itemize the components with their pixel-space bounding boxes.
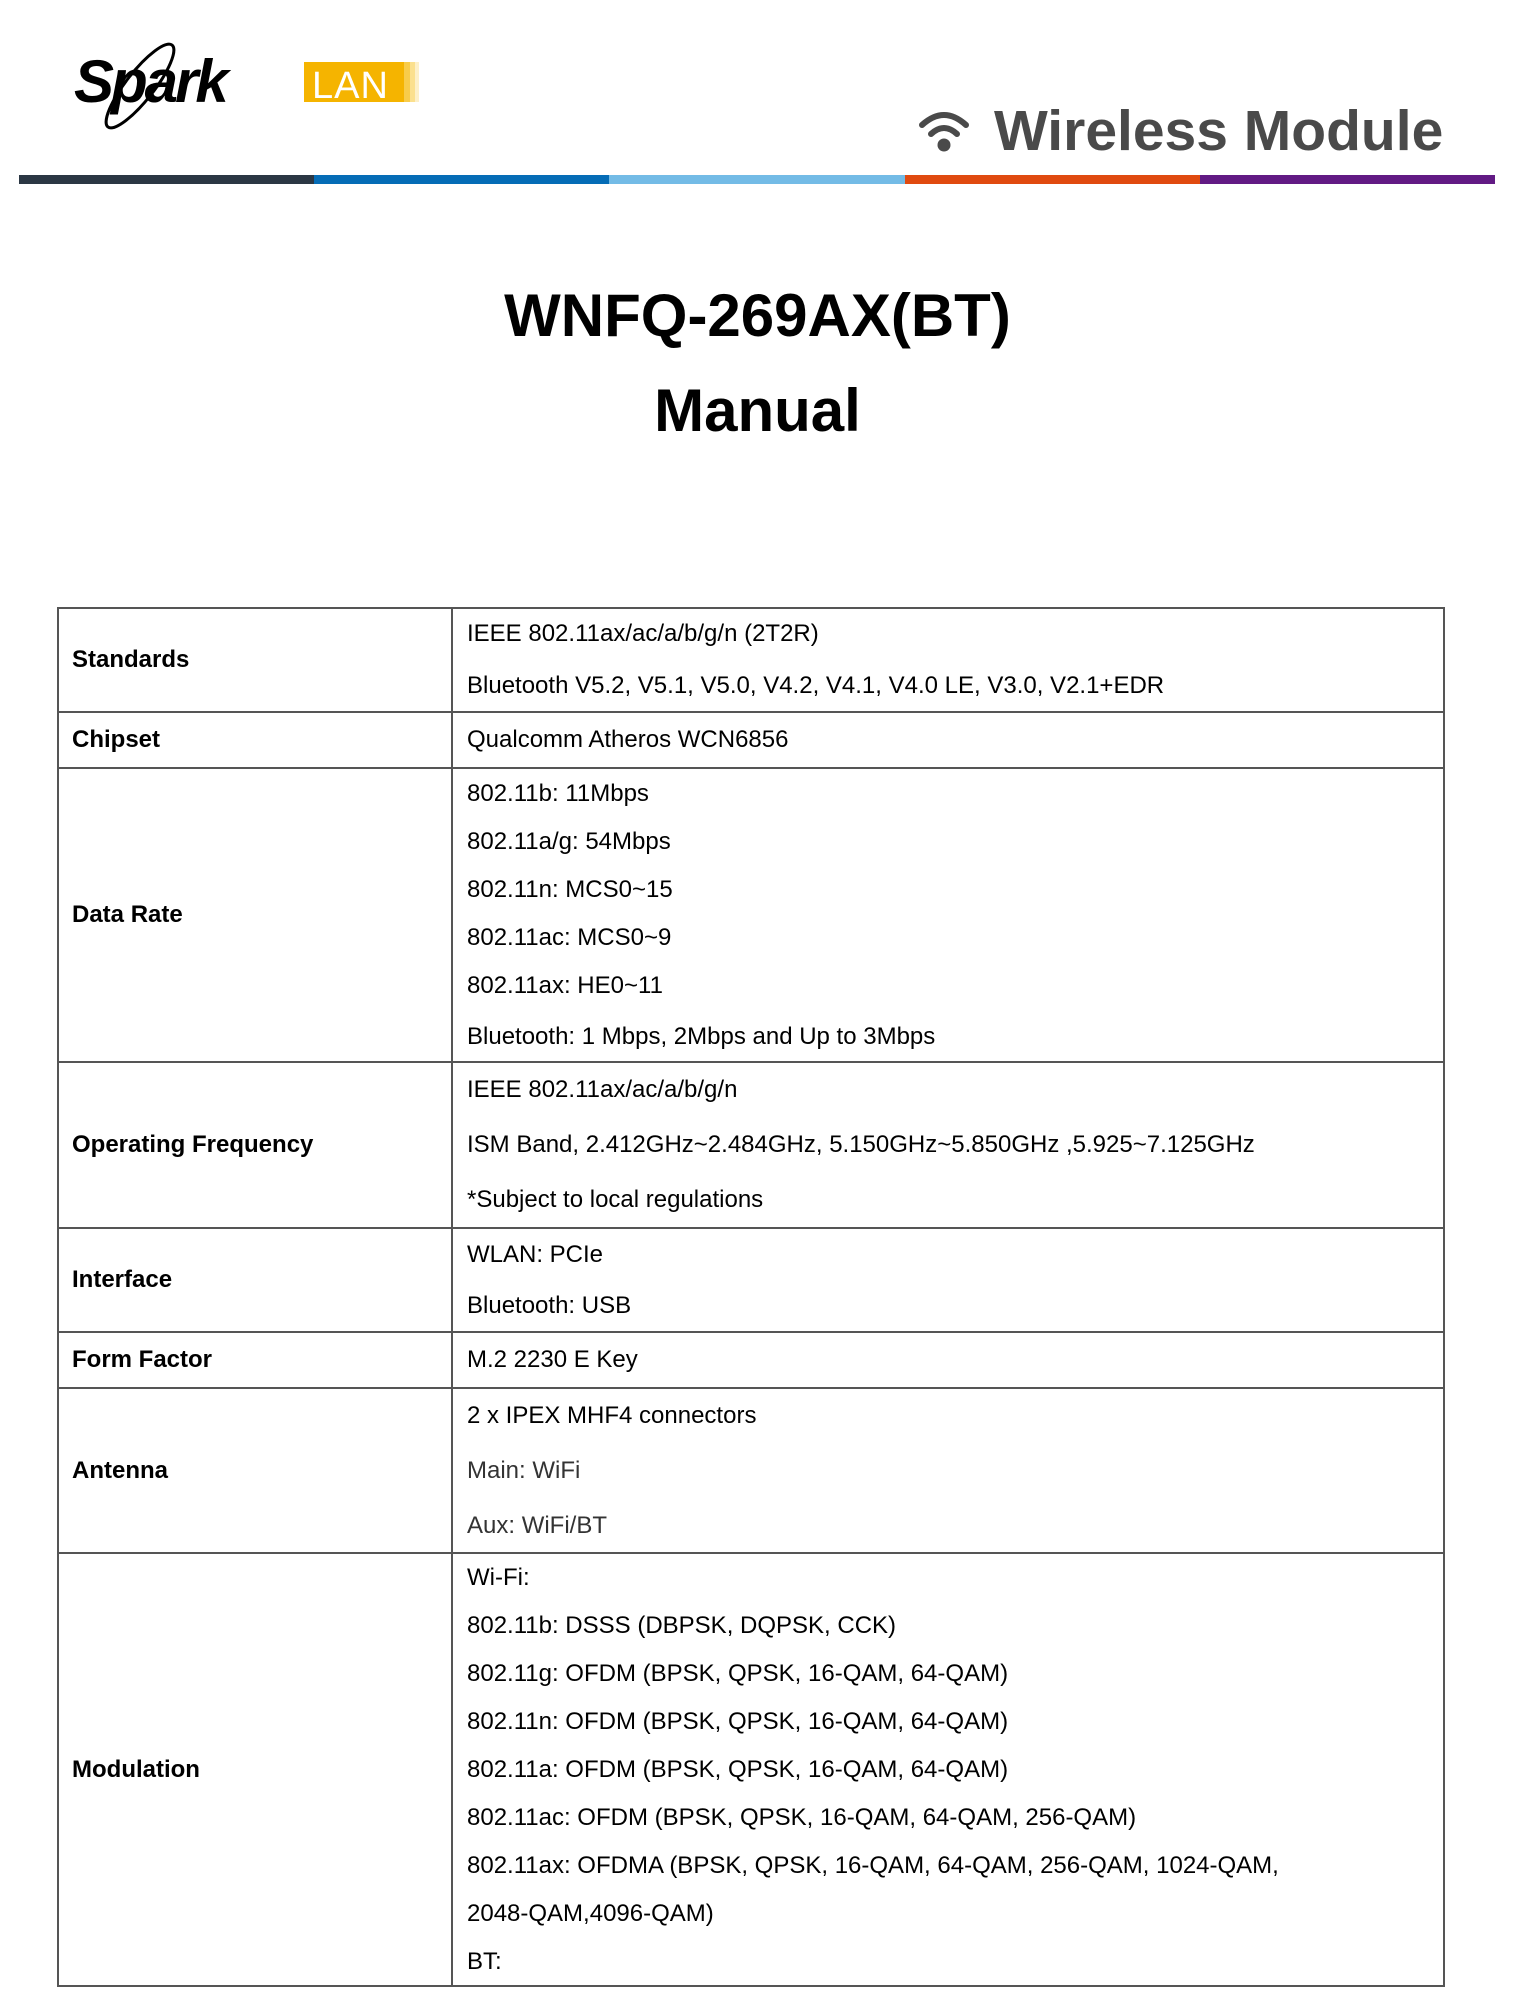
row-value: Qualcomm Atheros WCN6856 (452, 712, 1444, 768)
svg-text:Spark: Spark (74, 48, 226, 115)
stripe-segment-3 (609, 175, 904, 184)
value-line: *Subject to local regulations (467, 1186, 764, 1213)
value-line: 802.11n: MCS0~15 (467, 875, 673, 903)
header-color-stripe (19, 175, 1495, 184)
value-line: Bluetooth: 1 Mbps, 2Mbps and Up to 3Mbps (467, 1022, 936, 1050)
row-label: Data Rate (58, 768, 452, 1062)
value-line: 802.11a: OFDM (BPSK, QPSK, 16-QAM, 64-QAM) (467, 1755, 1009, 1783)
row-label: Operating Frequency (58, 1062, 452, 1228)
table-row-antenna (58, 1388, 1444, 1553)
value-line: Bluetooth V5.2, V5.1, V5.0, V4.2, V4.1, V4.0 LE, V3.0, V2.1+EDR (467, 672, 1165, 699)
table-row-standards (58, 608, 1444, 712)
header-title-group (918, 96, 1443, 166)
stripe-segment-2 (314, 175, 609, 184)
row-value (452, 768, 1444, 1062)
wifi-icon (918, 109, 970, 153)
value-line: 802.11ax: HE0~11 (467, 971, 663, 999)
header-title: Wireless Module (994, 98, 1444, 163)
value-line: Main: WiFi (467, 1456, 581, 1484)
value-line: 802.11ax: OFDMA (BPSK, QPSK, 16-QAM, 64-QAM, 256-QAM, 1024-QAM, (467, 1851, 1279, 1879)
value-line: 802.11n: OFDM (BPSK, QPSK, 16-QAM, 64-QAM) (467, 1707, 1009, 1735)
row-value (452, 1062, 1444, 1228)
value-line: 802.11a/g: 54Mbps (467, 827, 671, 855)
value-line: 2048-QAM,4096-QAM) (467, 1899, 714, 1927)
row-value (452, 1228, 1444, 1332)
svg-text:LAN: LAN (312, 65, 389, 107)
value-line: WLAN: PCIe (467, 1240, 604, 1268)
value-line: IEEE 802.11ax/ac/a/b/g/n (467, 1076, 738, 1103)
row-label: Interface (58, 1228, 452, 1332)
stripe-segment-5 (1200, 175, 1495, 184)
stripe-segment-1 (19, 175, 314, 184)
value-line: Bluetooth: USB (467, 1291, 632, 1319)
stripe-segment-4 (905, 175, 1200, 184)
value-line: ISM Band, 2.412GHz~2.484GHz, 5.150GHz~5.850GHz ,5.925~7.125GHz (467, 1131, 1255, 1158)
spec-table (57, 607, 1445, 1987)
value-line: 802.11ac: OFDM (BPSK, QPSK, 16-QAM, 64-QAM, 256-QAM) (467, 1803, 1137, 1831)
value-line: Wi-Fi: (467, 1563, 530, 1591)
value-line: 802.11b: 11Mbps (467, 779, 649, 807)
value-line: IEEE 802.11ax/ac/a/b/g/n (2T2R) (467, 620, 819, 647)
row-label: Modulation (58, 1553, 452, 1986)
row-label: Form Factor (58, 1332, 452, 1388)
table-row-chipset (58, 712, 1444, 768)
row-value: M.2 2230 E Key (452, 1332, 1444, 1388)
row-value (452, 608, 1444, 712)
document-title: WNFQ-269AX(BT) (504, 282, 1011, 349)
table-row-interface (58, 1228, 1444, 1332)
row-label: Standards (58, 608, 452, 712)
sparklan-logo (68, 36, 428, 136)
row-value (452, 1388, 1444, 1553)
value-line: Aux: WiFi/BT (467, 1511, 608, 1539)
row-value (452, 1553, 1444, 1986)
table-row-operating-frequency (58, 1062, 1444, 1228)
value-line: 802.11ac: MCS0~9 (467, 923, 672, 951)
document-subtitle: Manual (654, 377, 861, 444)
table-row-data-rate (58, 768, 1444, 1062)
row-label: Antenna (58, 1388, 452, 1553)
row-label: Chipset (58, 712, 452, 768)
value-line: BT: (467, 1947, 502, 1975)
value-line: 802.11g: OFDM (BPSK, QPSK, 16-QAM, 64-QAM) (467, 1659, 1009, 1687)
table-row-form-factor (58, 1332, 1444, 1388)
value-line: 2 x IPEX MHF4 connectors (467, 1401, 757, 1429)
table-row-modulation (58, 1553, 1444, 1986)
value-line: 802.11b: DSSS (DBPSK, DQPSK, CCK) (467, 1611, 897, 1639)
